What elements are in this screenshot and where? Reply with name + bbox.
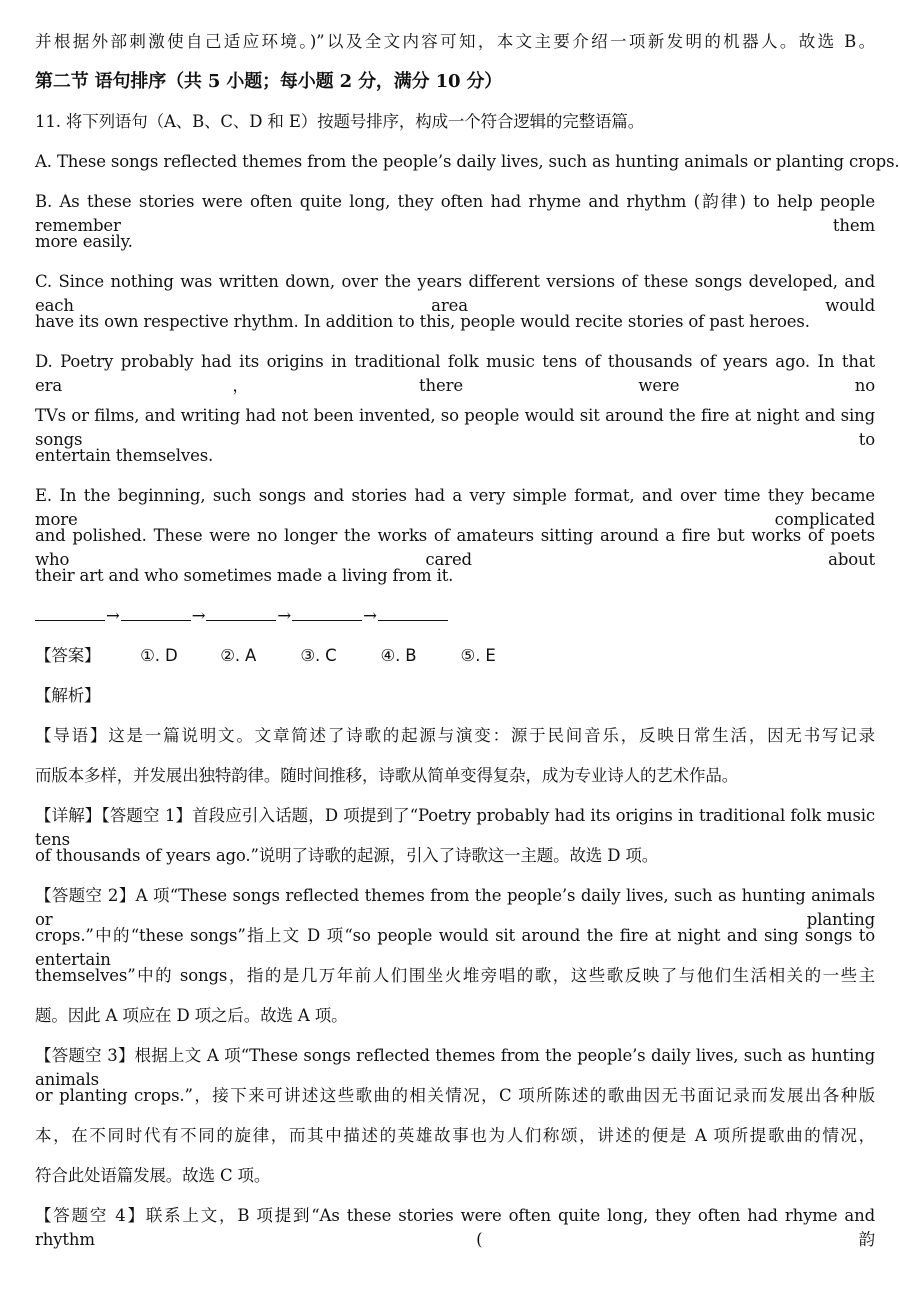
detail-blank-1-cont: of thousands of years ago.”说明了诗歌的起源，引入了诗歌这一主题。故选 D 项。 [35, 846, 659, 865]
option-c: C. Since nothing was written down, over the years different versions of these songs developed, and each area would [35, 272, 875, 315]
blank-4 [292, 604, 362, 621]
option-e-cont: their art and who sometimes made a living from it. [35, 566, 454, 585]
option-c-cont: have its own respective rhythm. In addition to this, people would recite stories of past heroes. [35, 312, 810, 331]
answer-blanks [35, 604, 875, 628]
question-stem: 11. 将下列语句（A、B、C、D 和 E）按题号排序，构成一个符合逻辑的完整语篇。 [35, 112, 645, 131]
option-b: B. As these stories were often quite long, they often had rhyme and rhythm (韵律) to help people remember them [35, 192, 875, 235]
text-line: 并根据外部刺激使自己适应环境。)”以及全文内容可知，本文主要介绍一项新发明的机器人。故选 B。 [35, 32, 875, 51]
option-d: D. Poetry probably had its origins in traditional folk music tens of thousands of years ago. In that era，there were no [35, 352, 875, 395]
detail-blank-2-cont: 题。因此 A 项应在 D 项之后。故选 A 项。 [35, 1006, 348, 1025]
answer-item: ②. A [220, 646, 257, 665]
detail-blank-2-cont: themselves”中的 songs，指的是几万年前人们围坐火堆旁唱的歌，这些歌反映了与他们生活相关的一些主 [35, 966, 875, 985]
detail-blank-3-cont: 符合此处语篇发展。故选 C 项。 [35, 1166, 271, 1185]
detail-blank-3-cont: 本，在不同时代有不同的旋律，而其中描述的英雄故事也为人们称颂，讲述的便是 A 项所提歌曲的情况， [35, 1126, 875, 1145]
blank-2 [121, 604, 191, 621]
answer-item: ⑤. E [460, 646, 496, 665]
intro-text-cont: 而版本多样，并发展出独特韵律。随时间推移，诗歌从简单变得复杂，成为专业诗人的艺术作品。 [35, 766, 739, 785]
detail-blank-2: 【答题空 2】A 项“These songs reflected themes from the people’s daily lives, such as hunting animals or planting [35, 886, 875, 929]
intro-text: 【导语】这是一篇说明文。文章简述了诗歌的起源与演变：源于民间音乐，反映日常生活，因无书写记录 [35, 726, 875, 745]
detail-blank-3-cont: or planting crops.”，接下来可讲述这些歌曲的相关情况，C 项所陈述的歌曲因无书面记录而发展出各种版 [35, 1086, 875, 1105]
answer-label: 【答案】 [35, 646, 101, 665]
answer-row [35, 644, 875, 668]
blank-3 [206, 604, 276, 621]
arrow: → [363, 606, 377, 625]
option-e: E. In the beginning, such songs and stories had a very simple format, and over time they became more complicated [35, 486, 875, 529]
detail-blank-1: 【详解】【答题空 1】首段应引入话题，D 项提到了“Poetry probably had its origins in traditional folk music tens [35, 806, 875, 849]
option-e-cont: and polished. These were no longer the works of amateurs sitting around a fire but works of poets who cared about [35, 526, 875, 569]
arrow: → [191, 606, 206, 625]
arrow: → [106, 606, 120, 625]
detail-blank-2-cont: crops.”中的“these songs”指上文 D 项“so people would sit around the fire at night and sing songs to entertain [35, 926, 875, 969]
option-a: A. These songs reflected themes from the people’s daily lives, such as hunting animals or planting crops. [35, 152, 900, 171]
answer-item: ①. D [140, 646, 178, 665]
blank-1 [35, 604, 105, 621]
analysis-label: 【解析】 [35, 686, 101, 705]
section-heading: 第二节 语句排序（共 5 小题；每小题 2 分，满分 10 分） [35, 71, 503, 92]
arrow: → [277, 606, 292, 625]
option-b-cont: more easily. [35, 232, 133, 251]
detail-blank-4: 【答题空 4】联系上文，B 项提到“As these stories were often quite long, they often had rhyme and rhythm (韵 [35, 1206, 875, 1249]
answer-item: ③. C [300, 646, 337, 665]
detail-blank-3: 【答题空 3】根据上文 A 项“These songs reflected themes from the people’s daily lives, such as hunting animals [35, 1046, 875, 1089]
option-d-cont: entertain themselves. [35, 446, 214, 465]
blank-5 [378, 604, 448, 621]
answer-item: ④. B [380, 646, 417, 665]
option-d-cont: TVs or films, and writing had not been invented, so people would sit around the fire at night and sing songs to [35, 406, 875, 449]
